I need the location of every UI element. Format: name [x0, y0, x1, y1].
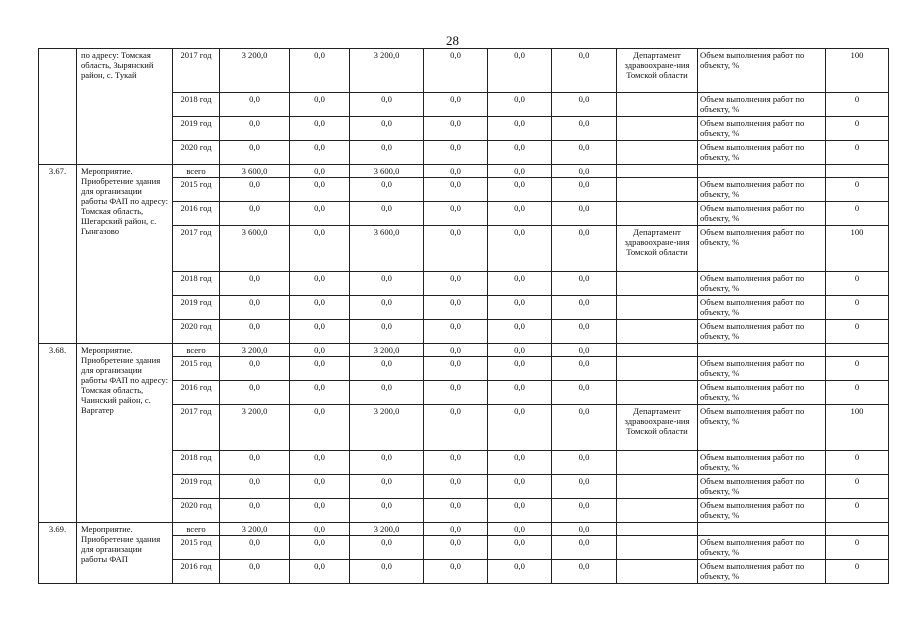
- executor-cell: [617, 202, 698, 226]
- target-value-cell: 0: [826, 296, 889, 320]
- year-cell: 2019 год: [173, 117, 220, 141]
- value-cell: 3 600,0: [350, 165, 424, 178]
- indicator-cell: Объем выполнения работ по объекту, %: [698, 226, 826, 272]
- value-cell: 0,0: [488, 226, 552, 272]
- value-cell: 0,0: [350, 178, 424, 202]
- value-cell: 0,0: [220, 117, 290, 141]
- year-cell: 2020 год: [173, 320, 220, 344]
- value-cell: 0,0: [350, 560, 424, 584]
- value-cell: 0,0: [488, 357, 552, 381]
- value-cell: 0,0: [488, 296, 552, 320]
- item-number: [39, 49, 77, 165]
- item-description: Мероприятие. Приобретение здания для организации работы ФАП по адресу: Томская область, Чаинский район, с. Варгатер: [77, 344, 173, 523]
- value-cell: 0,0: [424, 344, 488, 357]
- value-cell: 0,0: [424, 560, 488, 584]
- value-cell: 0,0: [220, 475, 290, 499]
- target-value-cell: 0: [826, 141, 889, 165]
- value-cell: 0,0: [290, 226, 350, 272]
- value-cell: 0,0: [290, 344, 350, 357]
- value-cell: 0,0: [220, 451, 290, 475]
- table-row: [39, 523, 889, 536]
- value-cell: 0,0: [424, 296, 488, 320]
- executor-cell: [617, 141, 698, 165]
- value-cell: 0,0: [220, 202, 290, 226]
- target-value-cell: 0: [826, 475, 889, 499]
- value-cell: 0,0: [290, 178, 350, 202]
- year-cell: 2018 год: [173, 451, 220, 475]
- indicator-cell: Объем выполнения работ по объекту, %: [698, 499, 826, 523]
- executor-cell: [617, 523, 698, 536]
- value-cell: 0,0: [350, 381, 424, 405]
- value-cell: 0,0: [488, 320, 552, 344]
- value-cell: 0,0: [424, 117, 488, 141]
- year-cell: 2015 год: [173, 357, 220, 381]
- indicator-cell: Объем выполнения работ по объекту, %: [698, 296, 826, 320]
- value-cell: 0,0: [424, 272, 488, 296]
- target-value-cell: 0: [826, 560, 889, 584]
- value-cell: 0,0: [424, 320, 488, 344]
- item-number: 3.67.: [39, 165, 77, 344]
- value-cell: 0,0: [290, 49, 350, 93]
- target-value-cell: 0: [826, 499, 889, 523]
- value-cell: 0,0: [290, 381, 350, 405]
- indicator-cell: [698, 344, 826, 357]
- value-cell: 0,0: [488, 165, 552, 178]
- value-cell: 0,0: [552, 499, 617, 523]
- target-value-cell: 0: [826, 320, 889, 344]
- value-cell: 0,0: [424, 381, 488, 405]
- value-cell: 0,0: [552, 49, 617, 93]
- year-cell: всего: [173, 165, 220, 178]
- target-value-cell: 0: [826, 178, 889, 202]
- target-value-cell: 0: [826, 272, 889, 296]
- item-description: по адресу: Томская область, Зырянский район, с. Тукай: [77, 49, 173, 165]
- value-cell: 0,0: [220, 536, 290, 560]
- value-cell: 0,0: [350, 202, 424, 226]
- value-cell: 0,0: [488, 451, 552, 475]
- value-cell: 0,0: [552, 381, 617, 405]
- indicator-cell: Объем выполнения работ по объекту, %: [698, 451, 826, 475]
- executor-cell: [617, 475, 698, 499]
- year-cell: всего: [173, 523, 220, 536]
- executor-cell: [617, 320, 698, 344]
- value-cell: 0,0: [290, 296, 350, 320]
- executor-cell: [617, 117, 698, 141]
- value-cell: 0,0: [552, 296, 617, 320]
- target-value-cell: 0: [826, 536, 889, 560]
- value-cell: 0,0: [350, 296, 424, 320]
- target-value-cell: [826, 344, 889, 357]
- indicator-cell: [698, 523, 826, 536]
- value-cell: 0,0: [488, 141, 552, 165]
- year-cell: 2020 год: [173, 499, 220, 523]
- value-cell: 0,0: [220, 93, 290, 117]
- value-cell: 0,0: [220, 141, 290, 165]
- year-cell: 2019 год: [173, 475, 220, 499]
- value-cell: 0,0: [552, 357, 617, 381]
- value-cell: 0,0: [424, 536, 488, 560]
- executor-cell: [617, 560, 698, 584]
- value-cell: 0,0: [424, 475, 488, 499]
- indicator-cell: Объем выполнения работ по объекту, %: [698, 178, 826, 202]
- value-cell: 0,0: [424, 49, 488, 93]
- value-cell: 0,0: [488, 523, 552, 536]
- value-cell: 0,0: [290, 499, 350, 523]
- value-cell: 0,0: [488, 344, 552, 357]
- target-value-cell: 100: [826, 226, 889, 272]
- value-cell: 0,0: [350, 117, 424, 141]
- executor-cell: [617, 451, 698, 475]
- value-cell: 0,0: [350, 357, 424, 381]
- table-row: [39, 165, 889, 178]
- target-value-cell: 0: [826, 381, 889, 405]
- value-cell: 0,0: [220, 320, 290, 344]
- value-cell: 0,0: [552, 272, 617, 296]
- executor-cell: Департамент здравоохране-ния Томской области: [617, 405, 698, 451]
- value-cell: 0,0: [290, 536, 350, 560]
- year-cell: 2018 год: [173, 93, 220, 117]
- value-cell: 0,0: [350, 141, 424, 165]
- year-cell: 2019 год: [173, 296, 220, 320]
- executor-cell: [617, 357, 698, 381]
- value-cell: 0,0: [220, 560, 290, 584]
- table-row: [39, 49, 889, 93]
- value-cell: 0,0: [552, 523, 617, 536]
- value-cell: 0,0: [290, 141, 350, 165]
- value-cell: 0,0: [290, 405, 350, 451]
- value-cell: 3 200,0: [350, 344, 424, 357]
- value-cell: 0,0: [488, 202, 552, 226]
- executor-cell: [617, 536, 698, 560]
- value-cell: 0,0: [424, 357, 488, 381]
- year-cell: 2016 год: [173, 202, 220, 226]
- value-cell: 3 200,0: [350, 405, 424, 451]
- value-cell: 0,0: [424, 141, 488, 165]
- value-cell: 0,0: [488, 405, 552, 451]
- value-cell: 0,0: [488, 178, 552, 202]
- value-cell: 0,0: [350, 499, 424, 523]
- value-cell: 0,0: [488, 49, 552, 93]
- indicator-cell: Объем выполнения работ по объекту, %: [698, 381, 826, 405]
- target-value-cell: 0: [826, 117, 889, 141]
- value-cell: 0,0: [220, 296, 290, 320]
- value-cell: 0,0: [424, 93, 488, 117]
- target-value-cell: [826, 165, 889, 178]
- value-cell: 0,0: [424, 451, 488, 475]
- value-cell: 0,0: [488, 560, 552, 584]
- indicator-cell: Объем выполнения работ по объекту, %: [698, 202, 826, 226]
- value-cell: 3 200,0: [350, 49, 424, 93]
- target-value-cell: 100: [826, 49, 889, 93]
- indicator-cell: Объем выполнения работ по объекту, %: [698, 49, 826, 93]
- value-cell: 0,0: [552, 165, 617, 178]
- indicator-cell: Объем выполнения работ по объекту, %: [698, 357, 826, 381]
- executor-cell: Департамент здравоохране-ния Томской области: [617, 226, 698, 272]
- value-cell: 0,0: [350, 536, 424, 560]
- item-description: Мероприятие. Приобретение здания для организации работы ФАП: [77, 523, 173, 584]
- value-cell: 0,0: [424, 165, 488, 178]
- value-cell: 0,0: [290, 320, 350, 344]
- target-value-cell: [826, 523, 889, 536]
- value-cell: 0,0: [220, 381, 290, 405]
- value-cell: 3 200,0: [220, 405, 290, 451]
- value-cell: 0,0: [290, 202, 350, 226]
- indicator-cell: Объем выполнения работ по объекту, %: [698, 560, 826, 584]
- value-cell: 0,0: [424, 178, 488, 202]
- year-cell: 2017 год: [173, 405, 220, 451]
- value-cell: 3 200,0: [350, 523, 424, 536]
- indicator-cell: Объем выполнения работ по объекту, %: [698, 320, 826, 344]
- value-cell: 0,0: [220, 272, 290, 296]
- indicator-cell: Объем выполнения работ по объекту, %: [698, 117, 826, 141]
- value-cell: 0,0: [290, 117, 350, 141]
- value-cell: 0,0: [290, 451, 350, 475]
- target-value-cell: 100: [826, 405, 889, 451]
- year-cell: 2015 год: [173, 536, 220, 560]
- indicator-cell: Объем выполнения работ по объекту, %: [698, 536, 826, 560]
- value-cell: 0,0: [552, 202, 617, 226]
- value-cell: 0,0: [424, 523, 488, 536]
- value-cell: 0,0: [552, 475, 617, 499]
- value-cell: 3 200,0: [220, 49, 290, 93]
- program-table: [38, 48, 889, 584]
- value-cell: 0,0: [290, 523, 350, 536]
- value-cell: 0,0: [552, 226, 617, 272]
- value-cell: 0,0: [552, 117, 617, 141]
- value-cell: 0,0: [552, 451, 617, 475]
- value-cell: 0,0: [350, 93, 424, 117]
- value-cell: 0,0: [220, 357, 290, 381]
- year-cell: 2017 год: [173, 49, 220, 93]
- year-cell: 2020 год: [173, 141, 220, 165]
- table-row: [39, 344, 889, 357]
- value-cell: 0,0: [290, 475, 350, 499]
- table-body: [39, 49, 889, 584]
- item-number: 3.68.: [39, 344, 77, 523]
- item-description: Мероприятие. Приобретение здания для организации работы ФАП по адресу: Томская область, Шегарский район, с. Гынгазово: [77, 165, 173, 344]
- value-cell: 0,0: [290, 560, 350, 584]
- value-cell: 0,0: [488, 272, 552, 296]
- year-cell: 2015 год: [173, 178, 220, 202]
- value-cell: 0,0: [350, 272, 424, 296]
- value-cell: 0,0: [220, 178, 290, 202]
- executor-cell: Департамент здравоохране-ния Томской области: [617, 49, 698, 93]
- indicator-cell: [698, 165, 826, 178]
- value-cell: 0,0: [424, 226, 488, 272]
- executor-cell: [617, 165, 698, 178]
- target-value-cell: 0: [826, 202, 889, 226]
- indicator-cell: Объем выполнения работ по объекту, %: [698, 141, 826, 165]
- target-value-cell: 0: [826, 357, 889, 381]
- executor-cell: [617, 272, 698, 296]
- value-cell: 0,0: [350, 320, 424, 344]
- value-cell: 0,0: [488, 499, 552, 523]
- executor-cell: [617, 178, 698, 202]
- value-cell: 0,0: [552, 405, 617, 451]
- year-cell: 2016 год: [173, 381, 220, 405]
- executor-cell: [617, 296, 698, 320]
- value-cell: 3 600,0: [350, 226, 424, 272]
- value-cell: 0,0: [488, 536, 552, 560]
- indicator-cell: Объем выполнения работ по объекту, %: [698, 272, 826, 296]
- value-cell: 0,0: [552, 560, 617, 584]
- value-cell: 0,0: [424, 405, 488, 451]
- value-cell: 0,0: [488, 93, 552, 117]
- page-number: 28: [446, 33, 459, 48]
- item-number: 3.69.: [39, 523, 77, 584]
- value-cell: 0,0: [424, 499, 488, 523]
- value-cell: 0,0: [488, 475, 552, 499]
- value-cell: 0,0: [552, 178, 617, 202]
- value-cell: 3 600,0: [220, 165, 290, 178]
- indicator-cell: Объем выполнения работ по объекту, %: [698, 405, 826, 451]
- year-cell: 2017 год: [173, 226, 220, 272]
- indicator-cell: Объем выполнения работ по объекту, %: [698, 93, 826, 117]
- value-cell: 0,0: [290, 357, 350, 381]
- value-cell: 0,0: [290, 272, 350, 296]
- value-cell: 0,0: [552, 320, 617, 344]
- value-cell: 0,0: [552, 536, 617, 560]
- target-value-cell: 0: [826, 451, 889, 475]
- value-cell: 0,0: [552, 344, 617, 357]
- value-cell: 0,0: [552, 141, 617, 165]
- executor-cell: [617, 93, 698, 117]
- value-cell: 0,0: [488, 117, 552, 141]
- value-cell: 0,0: [290, 165, 350, 178]
- executor-cell: [617, 381, 698, 405]
- executor-cell: [617, 499, 698, 523]
- year-cell: 2016 год: [173, 560, 220, 584]
- value-cell: 3 600,0: [220, 226, 290, 272]
- value-cell: 0,0: [350, 451, 424, 475]
- value-cell: 0,0: [290, 93, 350, 117]
- value-cell: 0,0: [552, 93, 617, 117]
- year-cell: 2018 год: [173, 272, 220, 296]
- value-cell: 3 200,0: [220, 344, 290, 357]
- year-cell: всего: [173, 344, 220, 357]
- target-value-cell: 0: [826, 93, 889, 117]
- value-cell: 0,0: [488, 381, 552, 405]
- value-cell: 0,0: [424, 202, 488, 226]
- executor-cell: [617, 344, 698, 357]
- value-cell: 0,0: [350, 475, 424, 499]
- indicator-cell: Объем выполнения работ по объекту, %: [698, 475, 826, 499]
- value-cell: 0,0: [220, 499, 290, 523]
- value-cell: 3 200,0: [220, 523, 290, 536]
